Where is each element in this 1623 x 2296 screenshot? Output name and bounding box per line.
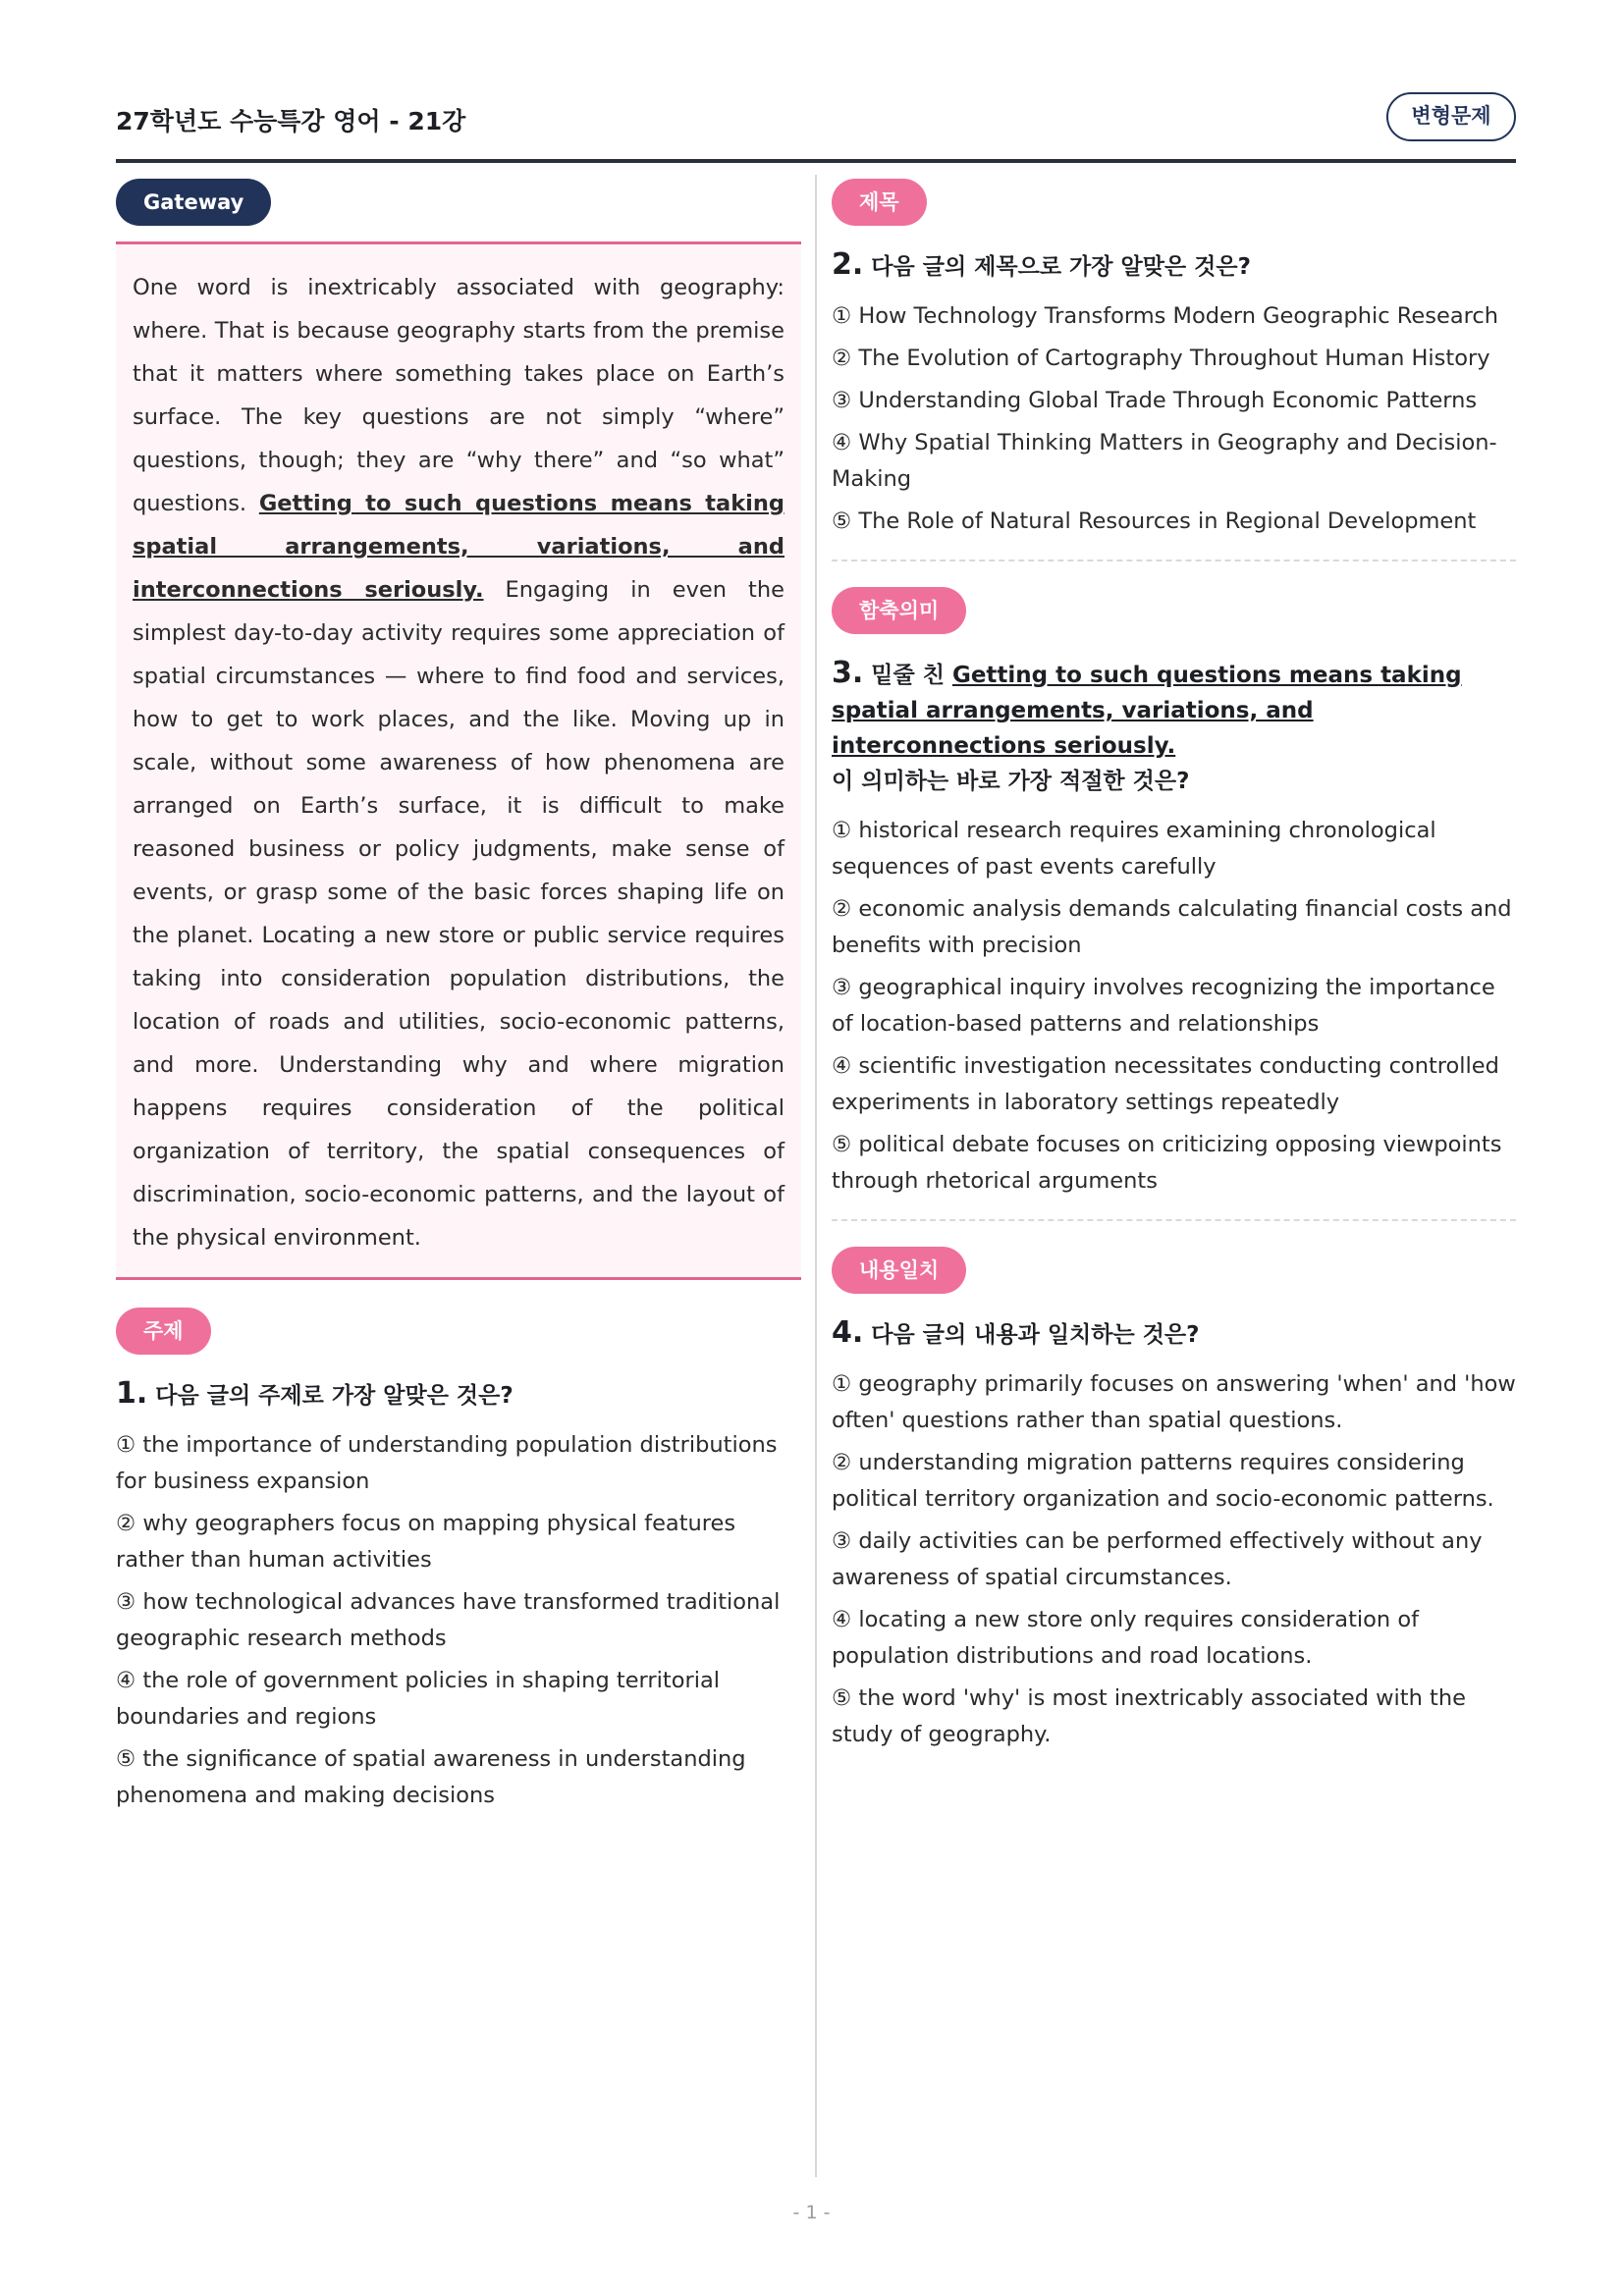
question-1 bbox=[116, 1308, 801, 1814]
question-type-badge: 변형문제 bbox=[1386, 92, 1516, 141]
passage-text bbox=[133, 266, 784, 1259]
question-3-prefix: 밑줄 친 bbox=[871, 663, 952, 688]
passage-underlined-sentence: Getting to such questions means taking spatial arrangements, variations, and interconnections seriously. bbox=[133, 491, 785, 603]
question-2-options bbox=[832, 298, 1516, 540]
column-divider bbox=[815, 175, 817, 2177]
question-4-prompt: 다음 글의 내용과 일치하는 것은? bbox=[871, 1322, 1200, 1348]
question-3-suffix: 이 의미하는 바로 가장 적절한 것은? bbox=[832, 769, 1190, 794]
question-2-option-2[interactable]: ② The Evolution of Cartography Throughout Human History bbox=[832, 346, 1490, 371]
dashed-separator bbox=[832, 1219, 1516, 1221]
question-3-option-2[interactable]: ② economic analysis demands calculating financial costs and benefits with precision bbox=[832, 896, 1512, 958]
question-1-options bbox=[116, 1427, 801, 1814]
question-4-option-4[interactable]: ④ locating a new store only requires consideration of population distributions and road locations. bbox=[832, 1607, 1420, 1669]
question-2-number: 2. bbox=[832, 247, 864, 282]
right-column bbox=[832, 179, 1516, 1759]
question-3-option-4[interactable]: ④ scientific investigation necessitates conducting controlled experiments in laboratory settings repeatedly bbox=[832, 1053, 1499, 1115]
question-3 bbox=[832, 587, 1516, 1200]
gateway-label: Gateway bbox=[116, 179, 271, 226]
question-1-option-3[interactable]: ③ how technological advances have transformed traditional geographic research methods bbox=[116, 1589, 781, 1651]
page-number: - 1 - bbox=[792, 2202, 831, 2223]
question-2-heading bbox=[832, 247, 1516, 285]
question-2-option-4[interactable]: ④ Why Spatial Thinking Matters in Geography and Decision-Making bbox=[832, 430, 1497, 492]
dashed-separator bbox=[832, 560, 1516, 561]
question-4 bbox=[832, 1247, 1516, 1753]
question-1-prompt: 다음 글의 주제로 가장 알맞은 것은? bbox=[155, 1383, 514, 1409]
question-2 bbox=[832, 179, 1516, 540]
question-1-option-5[interactable]: ⑤ the significance of spatial awareness in understanding phenomena and making decisions bbox=[116, 1746, 746, 1808]
question-4-options bbox=[832, 1366, 1516, 1753]
question-3-option-5[interactable]: ⑤ political debate focuses on criticizing opposing viewpoints through rhetorical arguments bbox=[832, 1132, 1502, 1194]
question-4-option-3[interactable]: ③ daily activities can be performed effectively without any awareness of spatial circumstances. bbox=[832, 1528, 1483, 1590]
question-4-tag: 내용일치 bbox=[832, 1247, 966, 1294]
passage-box bbox=[116, 241, 801, 1280]
question-3-tag: 함축의미 bbox=[832, 587, 966, 634]
question-3-option-3[interactable]: ③ geographical inquiry involves recognizing the importance of location-based patterns and relationships bbox=[832, 975, 1495, 1037]
question-4-option-2[interactable]: ② understanding migration patterns requires considering political territory organization and socio-economic patterns. bbox=[832, 1450, 1494, 1512]
passage-text-end: Engaging in even the simplest day-to-day activity requires some appreciation of spatial circumstances — where to find food and services, how to get to work places, and the like. Moving up in scale, without some awareness of how phenomena are arranged on Earth’s surface, it is difficult to make reasoned business or policy judgments, make sense of events, or grasp some of the basic forces shaping life on the planet. Locating a new store or public service requires taking into consideration population distributions, the location of roads and utilities, socio-economic patterns, and more. Understanding why and where migration happens requires consideration of the political organization of territory, the spatial consequences of discrimination, socio-economic patterns, and the layout of the physical environment. bbox=[133, 577, 784, 1251]
left-column bbox=[116, 179, 801, 1820]
question-2-prompt: 다음 글의 제목으로 가장 알맞은 것은? bbox=[871, 254, 1251, 280]
question-3-option-1[interactable]: ① historical research requires examining chronological sequences of past events carefully bbox=[832, 818, 1436, 880]
question-2-option-5[interactable]: ⑤ The Role of Natural Resources in Regional Development bbox=[832, 508, 1477, 534]
question-3-underlined-sentence: Getting to such questions means taking spatial arrangements, variations, and interconnections seriously. bbox=[832, 663, 1462, 759]
question-1-number: 1. bbox=[116, 1376, 148, 1411]
question-1-tag: 주제 bbox=[116, 1308, 211, 1355]
question-3-number: 3. bbox=[832, 656, 864, 690]
question-4-heading bbox=[832, 1315, 1516, 1353]
question-3-options bbox=[832, 813, 1516, 1200]
passage-text-start: One word is inextricably associated with geography: where. That is because geography starts from the premise that it matters where something takes place on Earth’s surface. The key questions are not simply “where” questions, though; they are “why there” and “so what” questions. bbox=[133, 275, 784, 516]
question-4-option-1[interactable]: ① geography primarily focuses on answering 'when' and 'how often' questions rather than spatial questions. bbox=[832, 1371, 1516, 1433]
question-4-option-5[interactable]: ⑤ the word 'why' is most inextricably associated with the study of geography. bbox=[832, 1685, 1466, 1747]
question-1-option-1[interactable]: ① the importance of understanding population distributions for business expansion bbox=[116, 1432, 778, 1494]
question-2-option-1[interactable]: ① How Technology Transforms Modern Geographic Research bbox=[832, 303, 1498, 329]
question-1-heading bbox=[116, 1376, 801, 1414]
page-header bbox=[116, 90, 1516, 163]
question-1-option-2[interactable]: ② why geographers focus on mapping physical features rather than human activities bbox=[116, 1511, 736, 1573]
question-1-option-4[interactable]: ④ the role of government policies in shaping territorial boundaries and regions bbox=[116, 1668, 721, 1730]
question-3-heading bbox=[832, 656, 1516, 799]
question-2-tag: 제목 bbox=[832, 179, 927, 226]
question-2-option-3[interactable]: ③ Understanding Global Trade Through Economic Patterns bbox=[832, 388, 1478, 413]
page-title: 27학년도 수능특강 영어 - 21강 bbox=[116, 107, 466, 135]
question-4-number: 4. bbox=[832, 1315, 864, 1350]
